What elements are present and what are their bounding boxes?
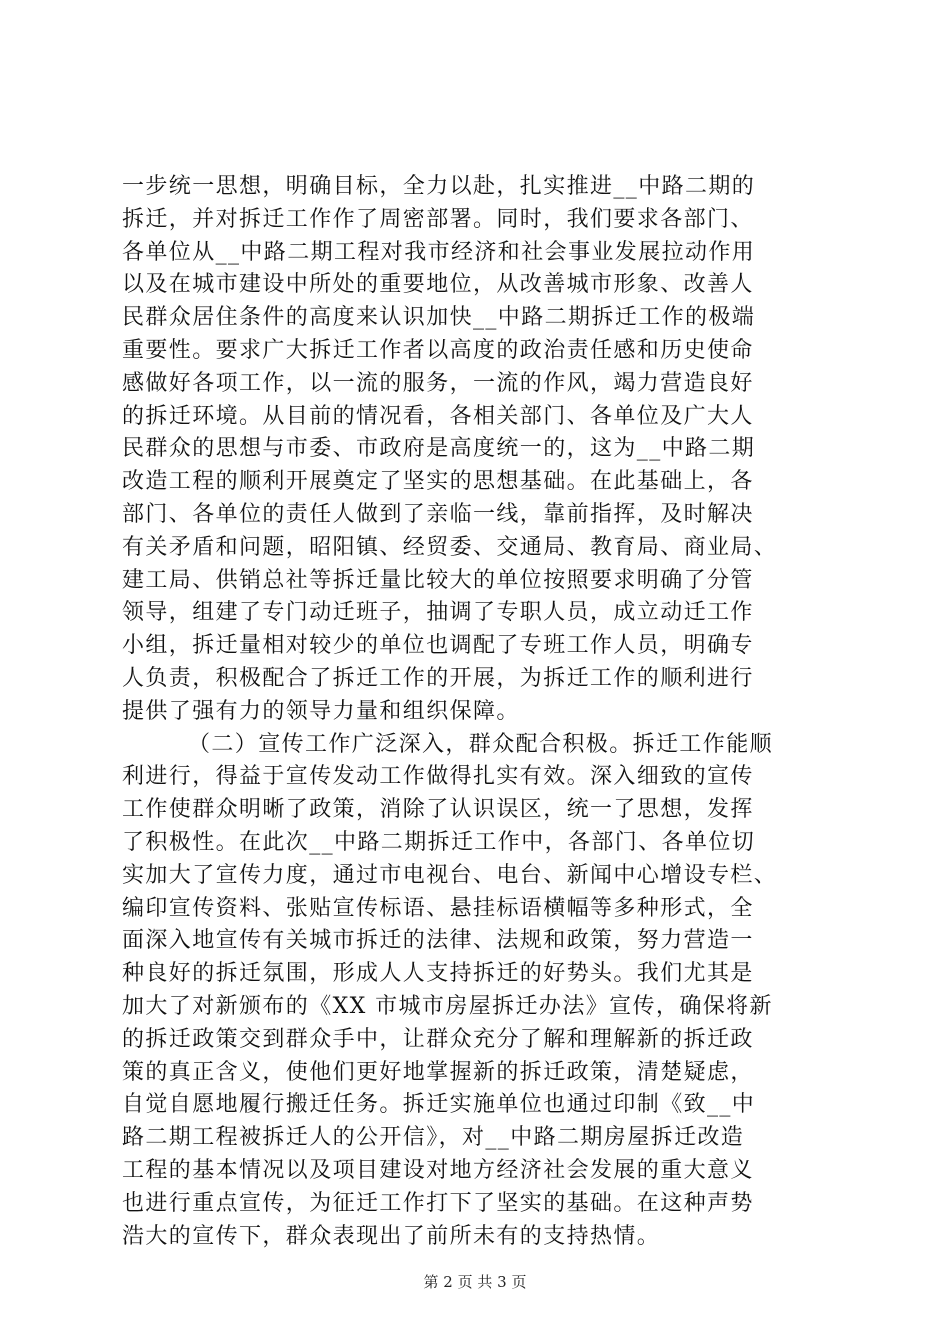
- text-line: 各单位从__中路二期工程对我市经济和社会事业发展拉动作用: [122, 239, 756, 265]
- text-line: 感做好各项工作，以一流的服务，一流的作风，竭力营造良好: [122, 370, 754, 396]
- text-line: 民群众居住条件的高度来认识加快__中路二期拆迁工作的极端: [122, 305, 756, 331]
- text-line: 编印宣传资料、张贴宣传标语、悬挂标语横幅等多种形式，全: [122, 895, 754, 921]
- text-line: 工作使群众明晰了政策，消除了认识误区，统一了思想，发挥: [122, 797, 754, 823]
- text-line: 了积极性。在此次__中路二期拆迁工作中，各部门、各单位切: [122, 829, 756, 855]
- text-line: 实加大了宣传力度，通过市电视台、电台、新闻中心增设专栏、: [122, 862, 778, 888]
- text-line: 路二期工程被拆迁人的公开信》，对__中路二期房屋拆迁改造: [122, 1125, 745, 1151]
- text-line: 的拆迁环境。从目前的情况看，各相关部门、各单位及广大人: [122, 403, 754, 429]
- text-line: 以及在城市建设中所处的重要地位，从改善城市形象、改善人: [122, 272, 754, 298]
- document-body: [122, 171, 834, 1253]
- text-line: 利进行，得益于宣传发动工作做得扎实有效。深入细致的宣传: [122, 764, 754, 790]
- paragraph-first-line: （二）宣传工作广泛深入，群众配合积极。拆迁工作能顺: [188, 731, 774, 757]
- text-line: 策的真正含义，使他们更好地掌握新的拆迁政策，清楚疑虑，: [122, 1059, 754, 1085]
- text-line: 种良好的拆迁氛围，形成人人支持拆迁的好势头。我们尤其是: [122, 961, 754, 987]
- text-line: 工程的基本情况以及项目建设对地方经济社会发展的重大意义: [122, 1157, 754, 1183]
- text-line: 拆迁，并对拆迁工作作了周密部署。同时，我们要求各部门、: [122, 206, 754, 232]
- text-line: 民群众的思想与市委、市政府是高度统一的，这为__中路二期: [122, 436, 756, 462]
- text-line: 浩大的宣传下，群众表现出了前所未有的支持热情。: [122, 1223, 661, 1249]
- page-number-footer: 第 2 页 共 3 页: [423, 1273, 527, 1291]
- text-line: 领导，组建了专门动迁班子，抽调了专职人员，成立动迁工作: [122, 600, 754, 626]
- text-line: 也进行重点宣传，为征迁工作打下了坚实的基础。在这种声势: [122, 1190, 754, 1216]
- text-line: 重要性。要求广大拆迁工作者以高度的政治责任感和历史使命: [122, 337, 754, 363]
- text-line: 加大了对新颁布的《XX 市城市房屋拆迁办法》宣传，确保将新: [122, 993, 773, 1019]
- text-line: 人负责，积极配合了拆迁工作的开展，为拆迁工作的顺利进行: [122, 665, 754, 691]
- text-line: 改造工程的顺利开展奠定了坚实的思想基础。在此基础上，各: [122, 469, 754, 495]
- text-line: 建工局、供销总社等拆迁量比较大的单位按照要求明确了分管: [122, 567, 754, 593]
- text-line: 部门、各单位的责任人做到了亲临一线，靠前指挥，及时解决: [122, 501, 754, 527]
- text-line: 面深入地宣传有关城市拆迁的法律、法规和政策，努力营造一: [122, 928, 754, 954]
- text-line: 有关矛盾和问题，昭阳镇、经贸委、交通局、教育局、商业局、: [122, 534, 778, 560]
- text-line: 的拆迁政策交到群众手中，让群众充分了解和理解新的拆迁政: [122, 1026, 754, 1052]
- text-line: 提供了强有力的领导力量和组织保障。: [122, 698, 520, 724]
- text-line: 小组，拆迁量相对较少的单位也调配了专班工作人员，明确专: [122, 633, 754, 659]
- text-line: 自觉自愿地履行搬迁任务。拆迁实施单位也通过印制《致__中: [122, 1092, 756, 1118]
- text-line: 一步统一思想，明确目标，全力以赴，扎实推进__中路二期的: [122, 174, 756, 199]
